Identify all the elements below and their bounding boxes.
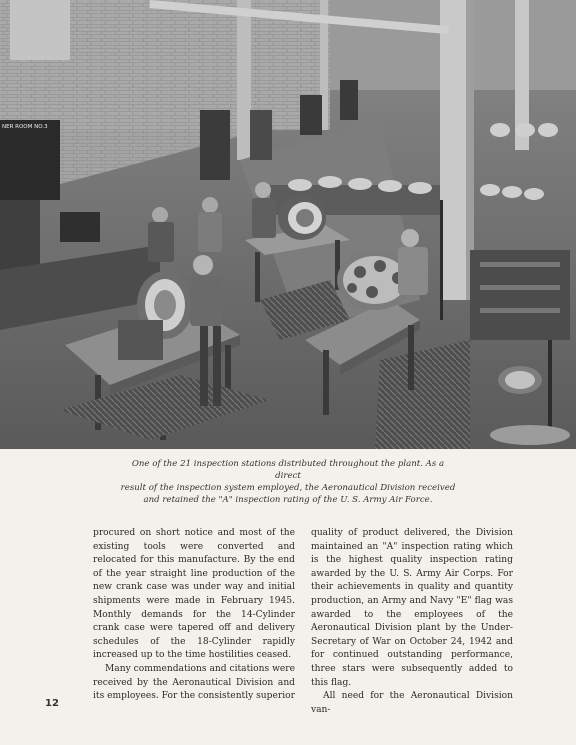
body-column-right [311,527,513,717]
caption-line-2: result of the inspection system employed, the Aeronautical Division received [120,483,456,493]
page-number: 12 [45,698,59,709]
photo-caption [118,458,458,506]
caption-line-3: and retained the "A" inspection rating of the U. S. Army Air Force. [143,495,433,505]
body-column-left [93,527,295,704]
paragraph: Many commendations and citations were received by the Aeronautical Division and its employees. For the consistently superior [93,663,295,702]
paragraph: quality of product delivered, the Division maintained an "A" inspection rating which is the highest quality inspection rating awarded by the U. S. Army Air Corps. For their achievements in quality and quantity production, an Army and Navy "E" flag was awarded to the employees of the Aeronautical Division plant by the Under-Secretary of War on October 24, 1942 and for continued outstanding performance, three stars were subsequently added to this flag. [311,528,513,688]
paragraph: All need for the Aeronautical Division van- [311,691,513,715]
room-sign: NER ROOM NO.3 [2,124,48,130]
paragraph: procured on short notice and most of the existing tools were converted and relocated for this manufacture. By the end of the year straight line production of the new crank case was under way and initial shipments were made in February 1945. Monthly demands for the 14-Cylinder crank case were tapered off and delivery schedules of the 18-Cylinder rapidly increased up to the time hostilities ceased. [93,528,295,661]
caption-line-1: One of the 21 inspection stations distributed throughout the plant. As a direct [131,459,445,481]
